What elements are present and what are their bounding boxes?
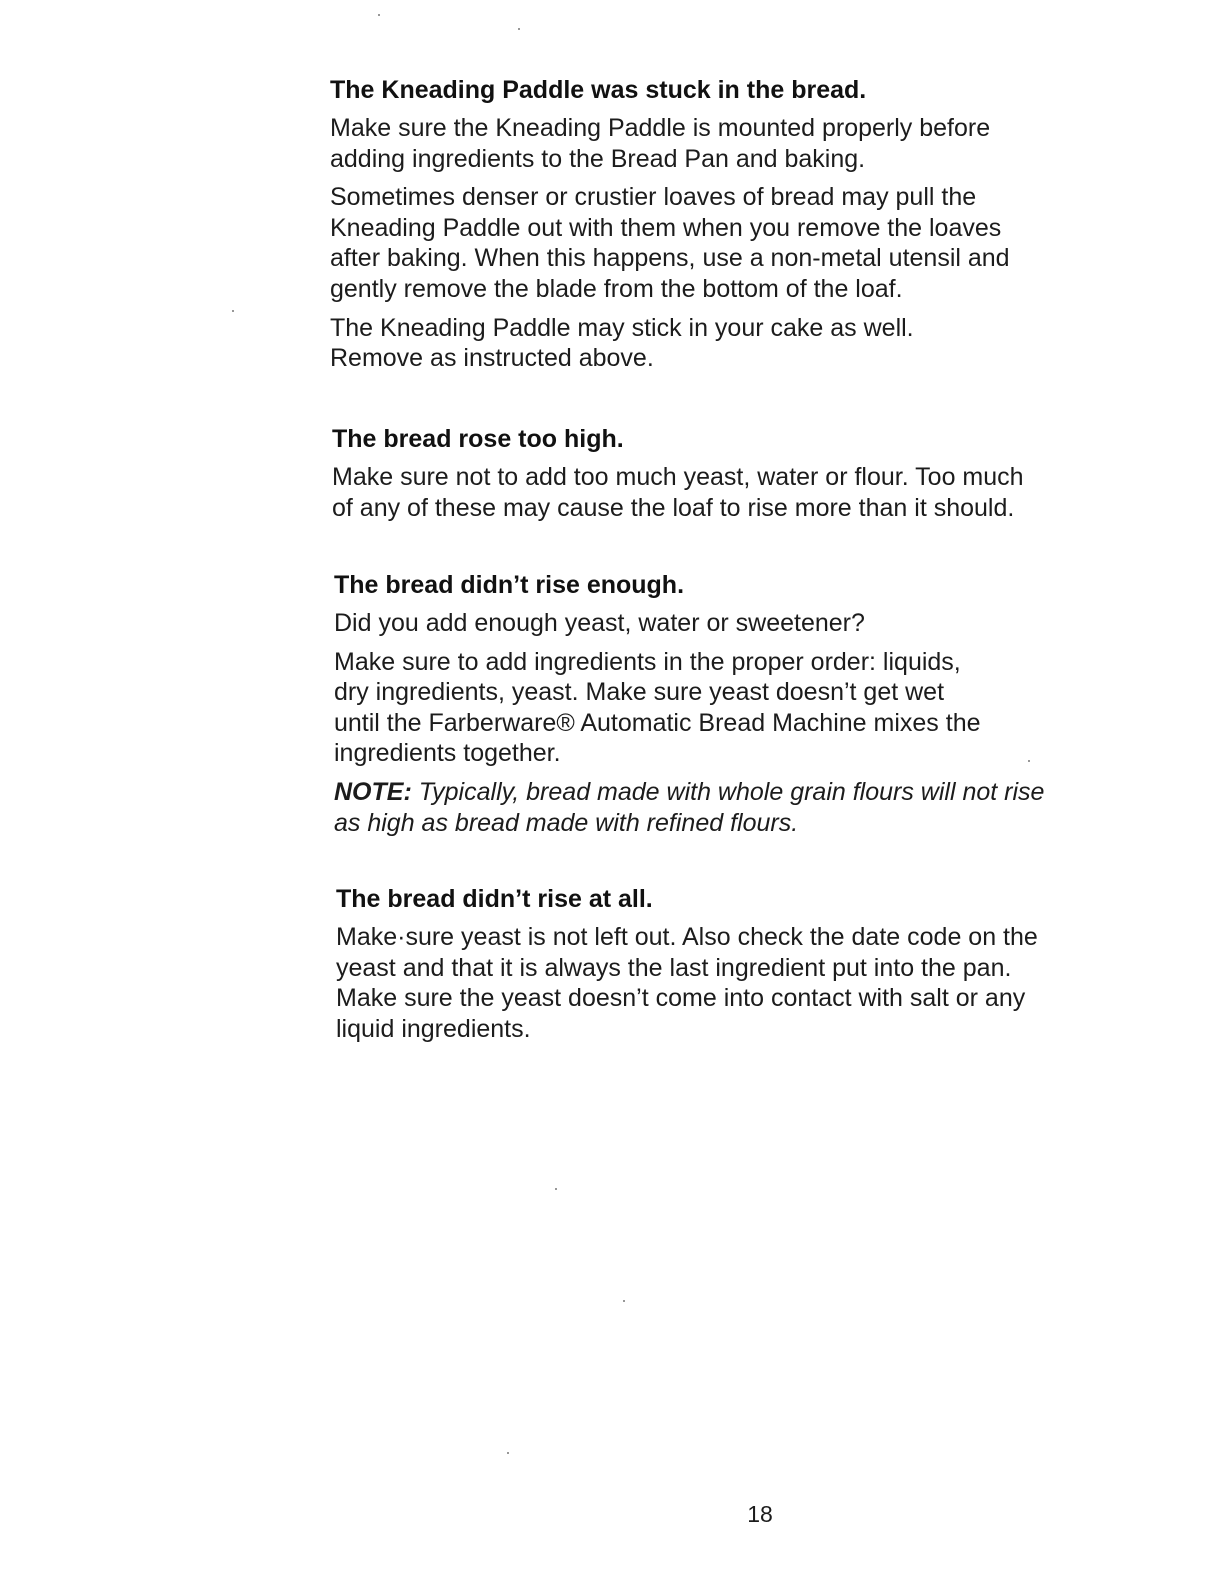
- paragraph: The Kneading Paddle may stick in your cake as well. Remove as instructed above.: [330, 313, 914, 373]
- scan-speck: [518, 28, 520, 30]
- section-heading: The bread didn’t rise enough.: [334, 571, 685, 599]
- paragraph: Make sure to add ingredients in the proper order: liquids, dry ingredients, yeast. Make sure yeast doesn’t get wet until the Farberware® Automatic Bread Machine mixes the ingredients together.: [334, 647, 981, 768]
- paragraph: Make sure not to add too much yeast, water or flour. Too much of any of these may cause the loaf to rise more than it should.: [332, 463, 1024, 522]
- note: [334, 777, 1174, 838]
- scan-speck: [507, 1452, 509, 1454]
- section-heading: The bread rose too high.: [332, 425, 624, 453]
- section-bread-rose-too-high: [332, 424, 1172, 531]
- paragraph: Did you add enough yeast, water or sweetener?: [334, 609, 865, 637]
- paragraph: Make·sure yeast is not left out. Also check the date code on the yeast and that it is always the last ingredient put into the pan. Make sure the yeast doesn’t come into contact with salt or any liquid ingredients.: [336, 923, 1038, 1043]
- paragraph: Make sure the Kneading Paddle is mounted properly before adding ingredients to the Bread Pan and baking.: [330, 114, 991, 173]
- scan-speck: [1028, 760, 1030, 762]
- note-label: NOTE:: [334, 777, 412, 806]
- page-number: 18: [747, 1501, 773, 1527]
- scan-speck: [623, 1300, 625, 1302]
- scan-speck: [555, 1188, 557, 1190]
- section-heading: The Kneading Paddle was stuck in the bread.: [330, 76, 867, 104]
- note-text: Typically, bread made with whole grain flours will not rise as high as bread made with refined flours.: [334, 777, 1045, 837]
- paragraph: Sometimes denser or crustier loaves of bread may pull the Kneading Paddle out with them when you remove the loaves after baking. When this happens, use a non-metal utensil and gently remove the blade from the bottom of the loaf.: [330, 183, 1010, 303]
- section-heading: The bread didn’t rise at all.: [336, 885, 653, 913]
- section-bread-didnt-rise-at-all: [336, 884, 1176, 1052]
- section-kneading-paddle-stuck: [330, 75, 1170, 382]
- scan-speck: [378, 14, 380, 16]
- scan-speck: [232, 310, 234, 312]
- section-bread-didnt-rise-enough: [334, 570, 1174, 838]
